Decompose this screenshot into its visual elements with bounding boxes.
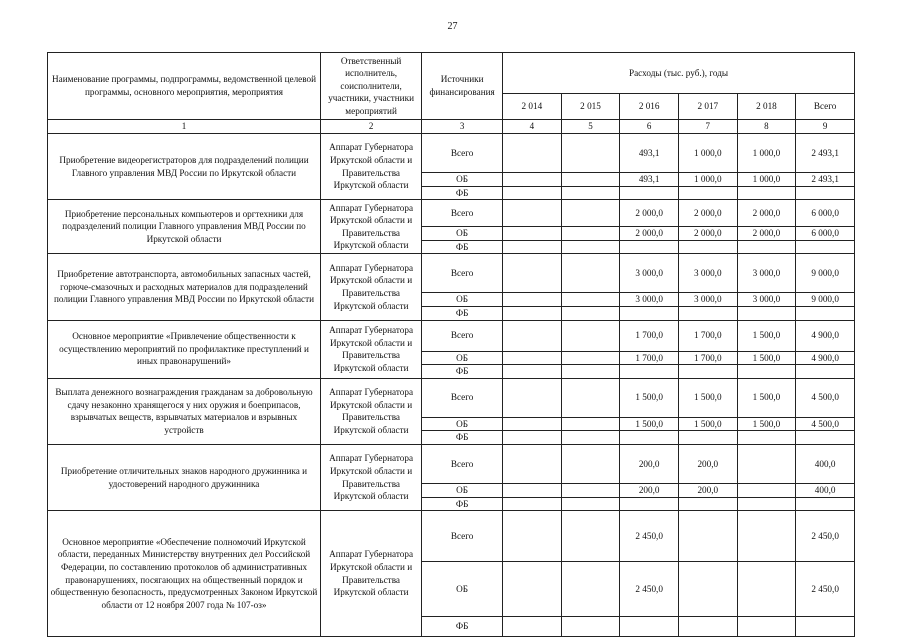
year-value: 1 500,0	[737, 351, 796, 365]
year-value: 1 000,0	[737, 173, 796, 187]
year-value	[503, 431, 562, 445]
year-value: 2 000,0	[678, 227, 737, 241]
year-value	[503, 511, 562, 562]
header-sources: Источники финансирования	[422, 53, 503, 120]
table-row	[48, 444, 855, 483]
header-executor: Ответственный исполнитель, соисполнители, участники, участники мероприятий	[321, 53, 422, 120]
funding-source: ОБ	[422, 351, 503, 365]
column-number: 7	[678, 120, 737, 134]
year-value	[678, 511, 737, 562]
total-value: 2 493,1	[796, 173, 855, 187]
year-value	[503, 240, 562, 254]
measure-name: Основное мероприятие «Привлечение общественности к осуществлению мероприятий по профилактике преступлений и иных правонарушений»	[48, 320, 321, 378]
total-value: 6 000,0	[796, 227, 855, 241]
year-value	[503, 483, 562, 497]
funding-source: ОБ	[422, 483, 503, 497]
funding-source: ФБ	[422, 617, 503, 637]
table-row	[48, 378, 855, 417]
year-value: 200,0	[620, 444, 679, 483]
year-value	[561, 511, 620, 562]
year-value: 1 500,0	[620, 378, 679, 417]
year-value	[737, 431, 796, 445]
funding-source: Всего	[422, 378, 503, 417]
total-value: 4 500,0	[796, 417, 855, 431]
year-value: 3 000,0	[678, 254, 737, 293]
total-value	[796, 617, 855, 637]
table-row	[48, 134, 855, 173]
column-number: 2	[321, 120, 422, 134]
year-value	[503, 562, 562, 617]
year-value	[503, 293, 562, 307]
funding-source: ОБ	[422, 293, 503, 307]
year-value: 1 700,0	[678, 351, 737, 365]
year-value: 1 700,0	[678, 320, 737, 351]
responsible-executor: Аппарат Губернатора Иркутской области и Правительства Иркутской области	[321, 200, 422, 254]
year-value	[503, 306, 562, 320]
header-year: 2 015	[561, 94, 620, 120]
funding-source: ФБ	[422, 365, 503, 379]
year-value	[503, 378, 562, 417]
year-value	[561, 293, 620, 307]
responsible-executor: Аппарат Губернатора Иркутской области и Правительства Иркутской области	[321, 254, 422, 320]
year-value	[503, 365, 562, 379]
year-value: 2 000,0	[620, 200, 679, 227]
year-value	[561, 227, 620, 241]
year-value: 1 500,0	[678, 417, 737, 431]
page-number: 27	[447, 21, 458, 32]
measure-name: Приобретение отличительных знаков народного дружинника и удостоверений народного дружинника	[48, 444, 321, 510]
year-value	[503, 320, 562, 351]
header-year: 2 014	[503, 94, 562, 120]
year-value	[561, 240, 620, 254]
header-year: 2 017	[678, 94, 737, 120]
header-name: Наименование программы, подпрограммы, ведомственной целевой программы, основного мероприятия, мероприятия	[48, 53, 321, 120]
funding-source: ОБ	[422, 417, 503, 431]
funding-source: ФБ	[422, 240, 503, 254]
year-value: 1 000,0	[678, 134, 737, 173]
year-value	[561, 431, 620, 445]
measure-name: Приобретение видеорегистраторов для подразделений полиции Главного управления МВД России по Иркутской области	[48, 134, 321, 200]
year-value: 1 500,0	[620, 417, 679, 431]
year-value	[561, 483, 620, 497]
year-value: 3 000,0	[678, 293, 737, 307]
funding-source: Всего	[422, 200, 503, 227]
column-number: 1	[48, 120, 321, 134]
year-value	[503, 173, 562, 187]
year-value	[561, 497, 620, 511]
year-value	[503, 227, 562, 241]
total-value	[796, 497, 855, 511]
year-value: 2 000,0	[737, 227, 796, 241]
year-value: 3 000,0	[737, 293, 796, 307]
measure-name: Основное мероприятие «Обеспечение полномочий Иркутской области, переданных Министерству внутренних дел Российской Федерации, по составлению протоколов об административных правонарушениях, посягающих на общественный порядок и общественную безопасность, предусмотренных Законом Иркутской области от 12 ноября 2007 года № 107-оз»	[48, 511, 321, 637]
column-number: 4	[503, 120, 562, 134]
header-year: 2 018	[737, 94, 796, 120]
expenses-table	[47, 52, 855, 637]
total-value	[796, 240, 855, 254]
responsible-executor: Аппарат Губернатора Иркутской области и Правительства Иркутской области	[321, 134, 422, 200]
total-value: 4 500,0	[796, 378, 855, 417]
year-value	[737, 186, 796, 200]
year-value	[620, 240, 679, 254]
year-value	[561, 200, 620, 227]
year-value	[678, 562, 737, 617]
column-number: 5	[561, 120, 620, 134]
column-number: 9	[796, 120, 855, 134]
header-expenses: Расходы (тыс. руб.), годы	[503, 53, 855, 94]
year-value	[503, 444, 562, 483]
year-value	[561, 617, 620, 637]
year-value	[737, 483, 796, 497]
total-value: 4 900,0	[796, 351, 855, 365]
year-value	[620, 497, 679, 511]
total-value	[796, 306, 855, 320]
total-value	[796, 365, 855, 379]
year-value: 200,0	[620, 483, 679, 497]
funding-source: Всего	[422, 254, 503, 293]
funding-source: Всего	[422, 444, 503, 483]
year-value	[561, 134, 620, 173]
year-value	[503, 497, 562, 511]
year-value	[503, 417, 562, 431]
year-value: 1 700,0	[620, 351, 679, 365]
header-year: 2 016	[620, 94, 679, 120]
year-value	[561, 254, 620, 293]
year-value	[503, 617, 562, 637]
year-value: 1 500,0	[678, 378, 737, 417]
year-value	[561, 351, 620, 365]
year-value	[561, 320, 620, 351]
year-value: 3 000,0	[737, 254, 796, 293]
responsible-executor: Аппарат Губернатора Иркутской области и Правительства Иркутской области	[321, 511, 422, 637]
year-value	[561, 306, 620, 320]
funding-source: Всего	[422, 134, 503, 173]
table-row	[48, 511, 855, 562]
measure-name: Приобретение автотранспорта, автомобильных запасных частей, горюче-смазочных и расходных материалов для подразделений полиции Главного управления МВД России по Иркутской области	[48, 254, 321, 320]
funding-source: ФБ	[422, 306, 503, 320]
year-value: 1 000,0	[678, 173, 737, 187]
year-value	[620, 365, 679, 379]
measure-name: Выплата денежного вознаграждения гражданам за добровольную сдачу незаконно хранящегося у них оружия и боеприпасов, взрывчатых веществ, взрывчатых материалов и взрывных устройств	[48, 378, 321, 444]
year-value	[503, 134, 562, 173]
total-value: 2 450,0	[796, 511, 855, 562]
responsible-executor: Аппарат Губернатора Иркутской области и Правительства Иркутской области	[321, 444, 422, 510]
year-value: 493,1	[620, 134, 679, 173]
year-value	[678, 617, 737, 637]
year-value: 1 500,0	[737, 417, 796, 431]
total-value: 400,0	[796, 483, 855, 497]
total-value: 2 450,0	[796, 562, 855, 617]
total-value: 9 000,0	[796, 254, 855, 293]
column-number: 3	[422, 120, 503, 134]
year-value: 200,0	[678, 444, 737, 483]
year-value	[737, 617, 796, 637]
year-value	[561, 365, 620, 379]
funding-source: ОБ	[422, 227, 503, 241]
year-value: 2 450,0	[620, 511, 679, 562]
year-value: 3 000,0	[620, 254, 679, 293]
measure-name: Приобретение персональных компьютеров и оргтехники для подразделений полиции Главного управления МВД России по Иркутской области	[48, 200, 321, 254]
funding-source: Всего	[422, 511, 503, 562]
total-value	[796, 431, 855, 445]
year-value: 1 500,0	[737, 378, 796, 417]
year-value	[737, 511, 796, 562]
total-value: 400,0	[796, 444, 855, 483]
column-number: 8	[737, 120, 796, 134]
year-value	[737, 306, 796, 320]
funding-source: ОБ	[422, 173, 503, 187]
funding-source: ОБ	[422, 562, 503, 617]
year-value	[678, 240, 737, 254]
year-value	[561, 186, 620, 200]
funding-source: ФБ	[422, 431, 503, 445]
table-row	[48, 200, 855, 227]
year-value: 2 000,0	[620, 227, 679, 241]
year-value	[678, 431, 737, 445]
total-value: 4 900,0	[796, 320, 855, 351]
year-value: 2 000,0	[737, 200, 796, 227]
total-value	[796, 186, 855, 200]
year-value: 1 700,0	[620, 320, 679, 351]
year-value	[678, 186, 737, 200]
funding-source: ФБ	[422, 497, 503, 511]
year-value	[503, 200, 562, 227]
year-value	[561, 173, 620, 187]
funding-source: ФБ	[422, 186, 503, 200]
year-value	[737, 240, 796, 254]
year-value	[561, 417, 620, 431]
header-total: Всего	[796, 94, 855, 120]
year-value	[678, 497, 737, 511]
year-value: 1 000,0	[737, 134, 796, 173]
table-row	[48, 254, 855, 293]
year-value	[503, 254, 562, 293]
year-value	[678, 365, 737, 379]
year-value: 1 500,0	[737, 320, 796, 351]
year-value: 2 000,0	[678, 200, 737, 227]
responsible-executor: Аппарат Губернатора Иркутской области и Правительства Иркутской области	[321, 320, 422, 378]
year-value	[737, 497, 796, 511]
year-value	[503, 186, 562, 200]
year-value	[737, 444, 796, 483]
year-value: 2 450,0	[620, 562, 679, 617]
year-value	[561, 378, 620, 417]
year-value	[561, 562, 620, 617]
year-value	[737, 562, 796, 617]
funding-source: Всего	[422, 320, 503, 351]
year-value	[678, 306, 737, 320]
year-value: 200,0	[678, 483, 737, 497]
total-value: 9 000,0	[796, 293, 855, 307]
year-value	[620, 186, 679, 200]
responsible-executor: Аппарат Губернатора Иркутской области и Правительства Иркутской области	[321, 378, 422, 444]
year-value	[737, 365, 796, 379]
table-row	[48, 320, 855, 351]
column-number: 6	[620, 120, 679, 134]
year-value	[620, 306, 679, 320]
year-value	[620, 617, 679, 637]
year-value	[620, 431, 679, 445]
year-value	[561, 444, 620, 483]
year-value: 3 000,0	[620, 293, 679, 307]
year-value	[503, 351, 562, 365]
year-value: 493,1	[620, 173, 679, 187]
total-value: 6 000,0	[796, 200, 855, 227]
total-value: 2 493,1	[796, 134, 855, 173]
